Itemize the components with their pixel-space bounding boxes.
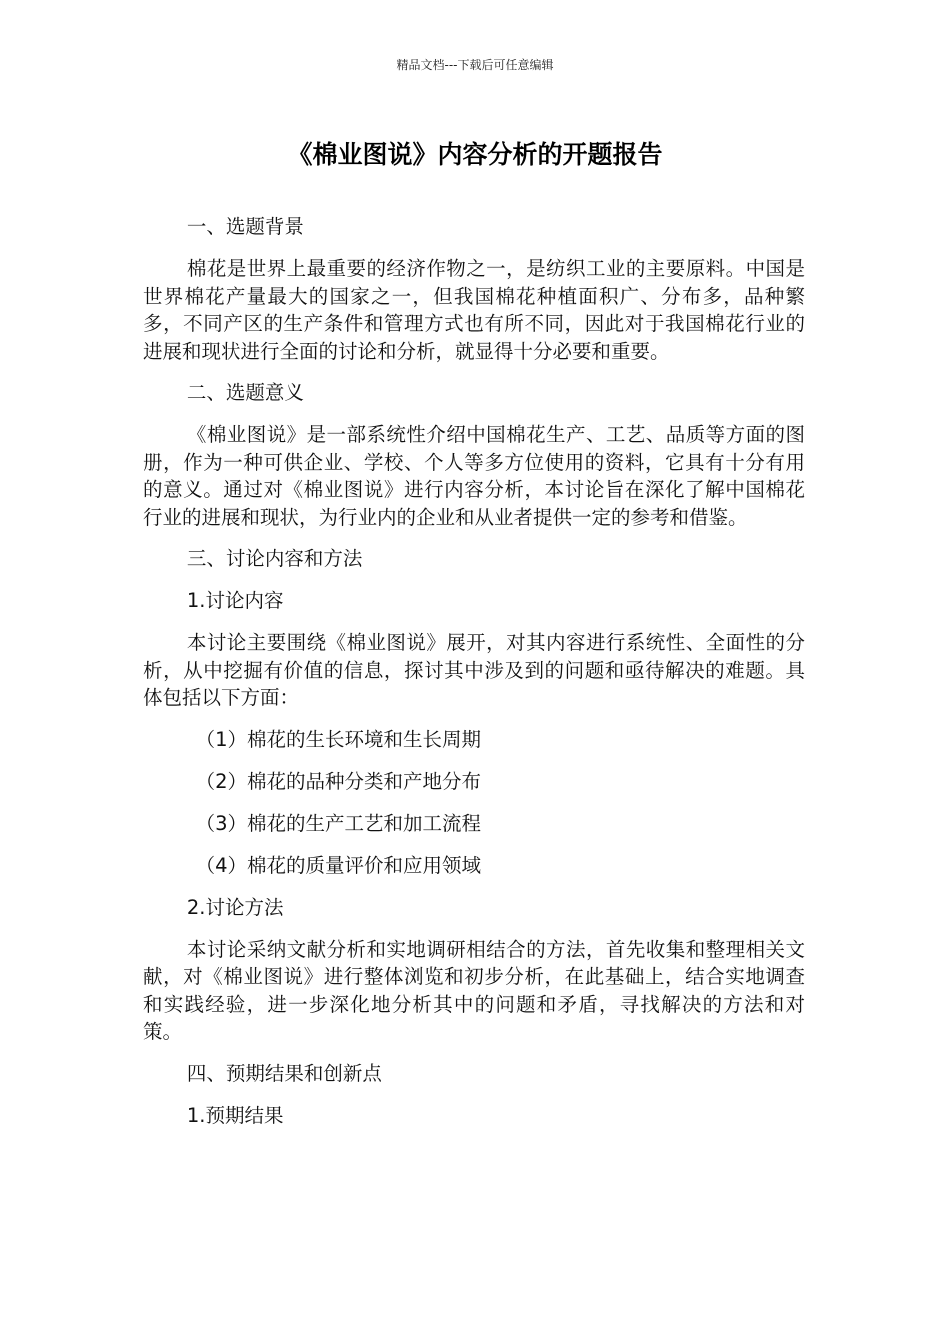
paragraph-background: 棉花是世界上最重要的经济作物之一，是纺织工业的主要原料。中国是世界棉花产量最大的国家之一，但我国棉花种植面积广、分布多，品种繁多，不同产区的生产条件和管理方式也有所不同，因此对于我国棉花行业的进展和现状进行全面的讨论和分析，就显得十分必要和重要。 (143, 257, 805, 363)
paragraph-significance: 《棉业图说》是一部系统性介绍中国棉花生产、工艺、品质等方面的图册，作为一种可供企业、学校、个人等多方位使用的资料，它具有十分有用的意义。通过对《棉业图说》进行内容分析，本讨论旨在深化了解中国棉花行业的进展和现状，为行业内的企业和从业者提供一定的参考和借鉴。 (143, 423, 805, 529)
section-heading-content-method: 三、讨论内容和方法 (186, 547, 363, 570)
paragraph-method: 本讨论采纳文献分析和实地调研相结合的方法，首先收集和整理相关文献，对《棉业图说》进行整体浏览和初步分析，在此基础上，结合实地调查和实践经验，进一步深化地分析其中的问题和矛盾，寻找解决的方法和对策。 (143, 937, 805, 1043)
list-item: （2）棉花的品种分类和产地分布 (195, 769, 482, 793)
list-item: （1）棉花的生长环境和生长周期 (195, 727, 482, 751)
document-body (143, 213, 805, 1144)
subheading-content: 1.讨论内容 (186, 589, 284, 612)
section-heading-significance: 二、选题意义 (186, 381, 304, 404)
subheading-method: 2.讨论方法 (186, 895, 284, 919)
document-title: 《棉业图说》内容分析的开题报告 (287, 140, 663, 169)
section-heading-expected-results: 四、预期结果和创新点 (186, 1061, 382, 1085)
paragraph-content: 本讨论主要围绕《棉业图说》展开，对其内容进行系统性、全面性的分析，从中挖掘有价值的信息，探讨其中涉及到的问题和亟待解决的难题。具体包括以下方面： (143, 631, 805, 709)
section-heading-background: 一、选题背景 (186, 215, 304, 238)
list-item: （4）棉花的质量评价和应用领域 (195, 853, 482, 877)
page-header: 精品文档---下载后可任意编辑 (396, 58, 554, 72)
subheading-expected-results: 1.预期结果 (186, 1103, 284, 1127)
list-item: （3）棉花的生产工艺和加工流程 (195, 811, 482, 835)
